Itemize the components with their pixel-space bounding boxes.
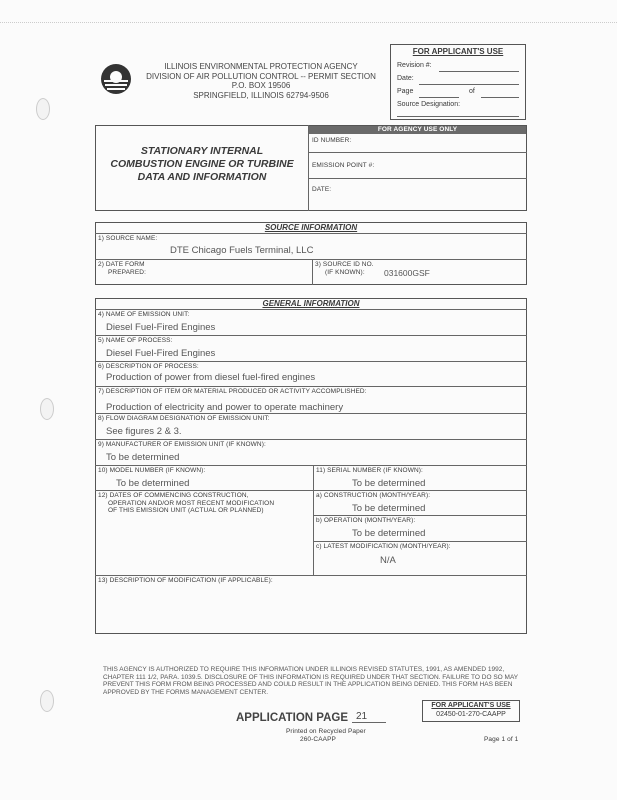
scan-edge <box>0 22 617 23</box>
item-produced-value[interactable]: Production of electricity and power to operate machinery <box>106 402 344 413</box>
applicant-use-footer-header: FOR APPLICANT'S USE <box>431 702 511 709</box>
applicant-use-footer-box <box>422 700 520 722</box>
row-line <box>95 361 527 362</box>
construction-date-value[interactable]: To be determined <box>352 503 426 514</box>
flow-diagram-label: 8) FLOW DIAGRAM DESIGNATION OF EMISSION UNIT: <box>98 415 270 422</box>
agency-line: P.O. BOX 19506 <box>231 81 291 90</box>
row-line <box>313 541 527 542</box>
construction-date-label: a) CONSTRUCTION (MONTH/YEAR): <box>316 492 431 499</box>
process-description-value[interactable]: Production of power from diesel fuel-fired engines <box>106 372 316 383</box>
row-line <box>308 178 527 179</box>
source-name-label: 1) SOURCE NAME: <box>98 235 158 242</box>
latest-modification-label: c) LATEST MODIFICATION (MONTH/YEAR): <box>316 543 451 550</box>
page-of: Page 1 of 1 <box>484 736 519 743</box>
agency-line: ILLINOIS ENVIRONMENTAL PROTECTION AGENCY <box>164 62 358 71</box>
row-line <box>95 465 527 466</box>
modification-description-field[interactable] <box>98 588 524 630</box>
of-label: of <box>469 88 475 95</box>
row-line <box>95 259 527 260</box>
emission-unit-name-label: 4) NAME OF EMISSION UNIT: <box>98 311 190 318</box>
page-number-line <box>352 722 386 723</box>
punch-hole <box>40 398 54 420</box>
flow-diagram-value[interactable]: See figures 2 & 3. <box>106 426 182 437</box>
row-line <box>308 152 527 153</box>
agency-line: DIVISION OF AIR POLLUTION CONTROL -- PERMIT SECTION <box>146 71 376 81</box>
applicant-use-header: FOR APPLICANT'S USE <box>412 47 504 56</box>
source-name-value[interactable]: DTE Chicago Fuels Terminal, LLC <box>170 245 314 256</box>
source-id-label: 3) SOURCE ID NO. (IF KNOWN): <box>315 261 374 276</box>
divider <box>308 125 309 211</box>
row-line <box>95 413 527 414</box>
punch-hole <box>40 690 54 712</box>
item-produced-label: 7) DESCRIPTION OF ITEM OR MATERIAL PRODUCED OR ACTIVITY ACCOMPLISHED: <box>98 388 367 395</box>
divider <box>312 259 313 285</box>
page-label: Page <box>397 88 414 95</box>
row-line <box>95 233 527 234</box>
legal-notice: THIS AGENCY IS AUTHORIZED TO REQUIRE THIS INFORMATION UNDER ILLINOIS REVISED STATUTES, 1991, AS AMENDED 1992, CHAPTER 111 1/2, PARA. 1039.5. DISCLOSURE OF THIS INFORMATION IS REQUIRED UNDER THAT SECTION. FAILURE TO DO SO MAY PREVENT THIS FORM FROM BEING PROCESSED AND COULD RESULT IN THE APPLICATION BEING DENIED. THIS FORM HAS BEEN APPROVED BY THE FORMS MANAGEMENT CENTER. <box>103 666 519 696</box>
emission-unit-name-value[interactable]: Diesel Fuel-Fired Engines <box>106 322 216 333</box>
modification-description-label: 13) DESCRIPTION OF MODIFICATION (IF APPLICABLE): <box>98 577 273 584</box>
manufacturer-value[interactable]: To be determined <box>106 452 180 463</box>
agency-logo <box>100 63 132 100</box>
id-number-label: ID NUMBER: <box>312 137 352 144</box>
manufacturer-label: 9) MANUFACTURER OF EMISSION UNIT (IF KNOWN): <box>98 441 266 448</box>
source-info-header: SOURCE INFORMATION <box>264 223 358 232</box>
revision-label: Revision #: <box>397 62 432 69</box>
model-number-value[interactable]: To be determined <box>116 478 190 489</box>
row-line <box>313 515 527 516</box>
source-id-value[interactable]: 031600GSF <box>384 268 430 278</box>
dates-label: 12) DATES OF COMMENCING CONSTRUCTION, OPERATION AND/OR MOST RECENT MODIFICATION OF THIS EMISSION UNIT (ACTUAL OR PLANNED) <box>98 492 275 514</box>
form-title-line: DATA AND INFORMATION <box>137 171 267 183</box>
page-of-field[interactable] <box>481 97 519 98</box>
applicant-use-box <box>390 44 526 120</box>
form-title-line: COMBUSTION ENGINE OR TURBINE <box>110 158 294 170</box>
application-page-label: APPLICATION PAGE <box>236 712 349 724</box>
printed-on-recycled: Printed on Recycled Paper <box>286 728 366 735</box>
agency-use-header: FOR AGENCY USE ONLY <box>309 126 526 134</box>
row-line <box>95 386 527 387</box>
applicant-use-footer-value: 02450-01-270-CAAPP <box>436 711 506 718</box>
agency-date-label: DATE: <box>312 186 332 193</box>
row-line <box>95 575 527 576</box>
general-info-header: GENERAL INFORMATION <box>262 299 360 308</box>
agency-address <box>136 62 386 100</box>
source-designation-field[interactable] <box>397 116 519 117</box>
row-line <box>95 439 527 440</box>
serial-number-value[interactable]: To be determined <box>352 478 426 489</box>
divider <box>313 465 314 575</box>
model-number-label: 10) MODEL NUMBER (IF KNOWN): <box>98 467 206 474</box>
process-description-label: 6) DESCRIPTION OF PROCESS: <box>98 363 199 370</box>
operation-date-value[interactable]: To be determined <box>352 528 426 539</box>
source-designation-label: Source Designation: <box>397 101 461 108</box>
date-field[interactable] <box>419 84 519 85</box>
row-line <box>95 335 527 336</box>
agency-line: SPRINGFIELD, ILLINOIS 62794-9506 <box>193 90 329 100</box>
process-name-label: 5) NAME OF PROCESS: <box>98 337 173 344</box>
form-title <box>96 145 308 184</box>
row-line <box>95 309 527 310</box>
latest-modification-value[interactable]: N/A <box>380 555 396 566</box>
process-name-value[interactable]: Diesel Fuel-Fired Engines <box>106 348 216 359</box>
form-code: 260-CAAPP <box>300 736 336 743</box>
form-title-line: STATIONARY INTERNAL <box>140 145 264 157</box>
date-prepared-label: 2) DATE FORM PREPARED: <box>98 261 146 276</box>
operation-date-label: b) OPERATION (MONTH/YEAR): <box>316 517 416 524</box>
punch-hole <box>36 98 50 120</box>
row-line <box>95 490 527 491</box>
revision-field[interactable] <box>439 71 519 72</box>
serial-number-label: 11) SERIAL NUMBER (IF KNOWN): <box>316 467 423 474</box>
page-field[interactable] <box>419 97 459 98</box>
date-label: Date: <box>397 75 414 82</box>
emission-point-label: EMISSION POINT #: <box>312 162 375 169</box>
application-page-number: 21 <box>356 711 368 722</box>
